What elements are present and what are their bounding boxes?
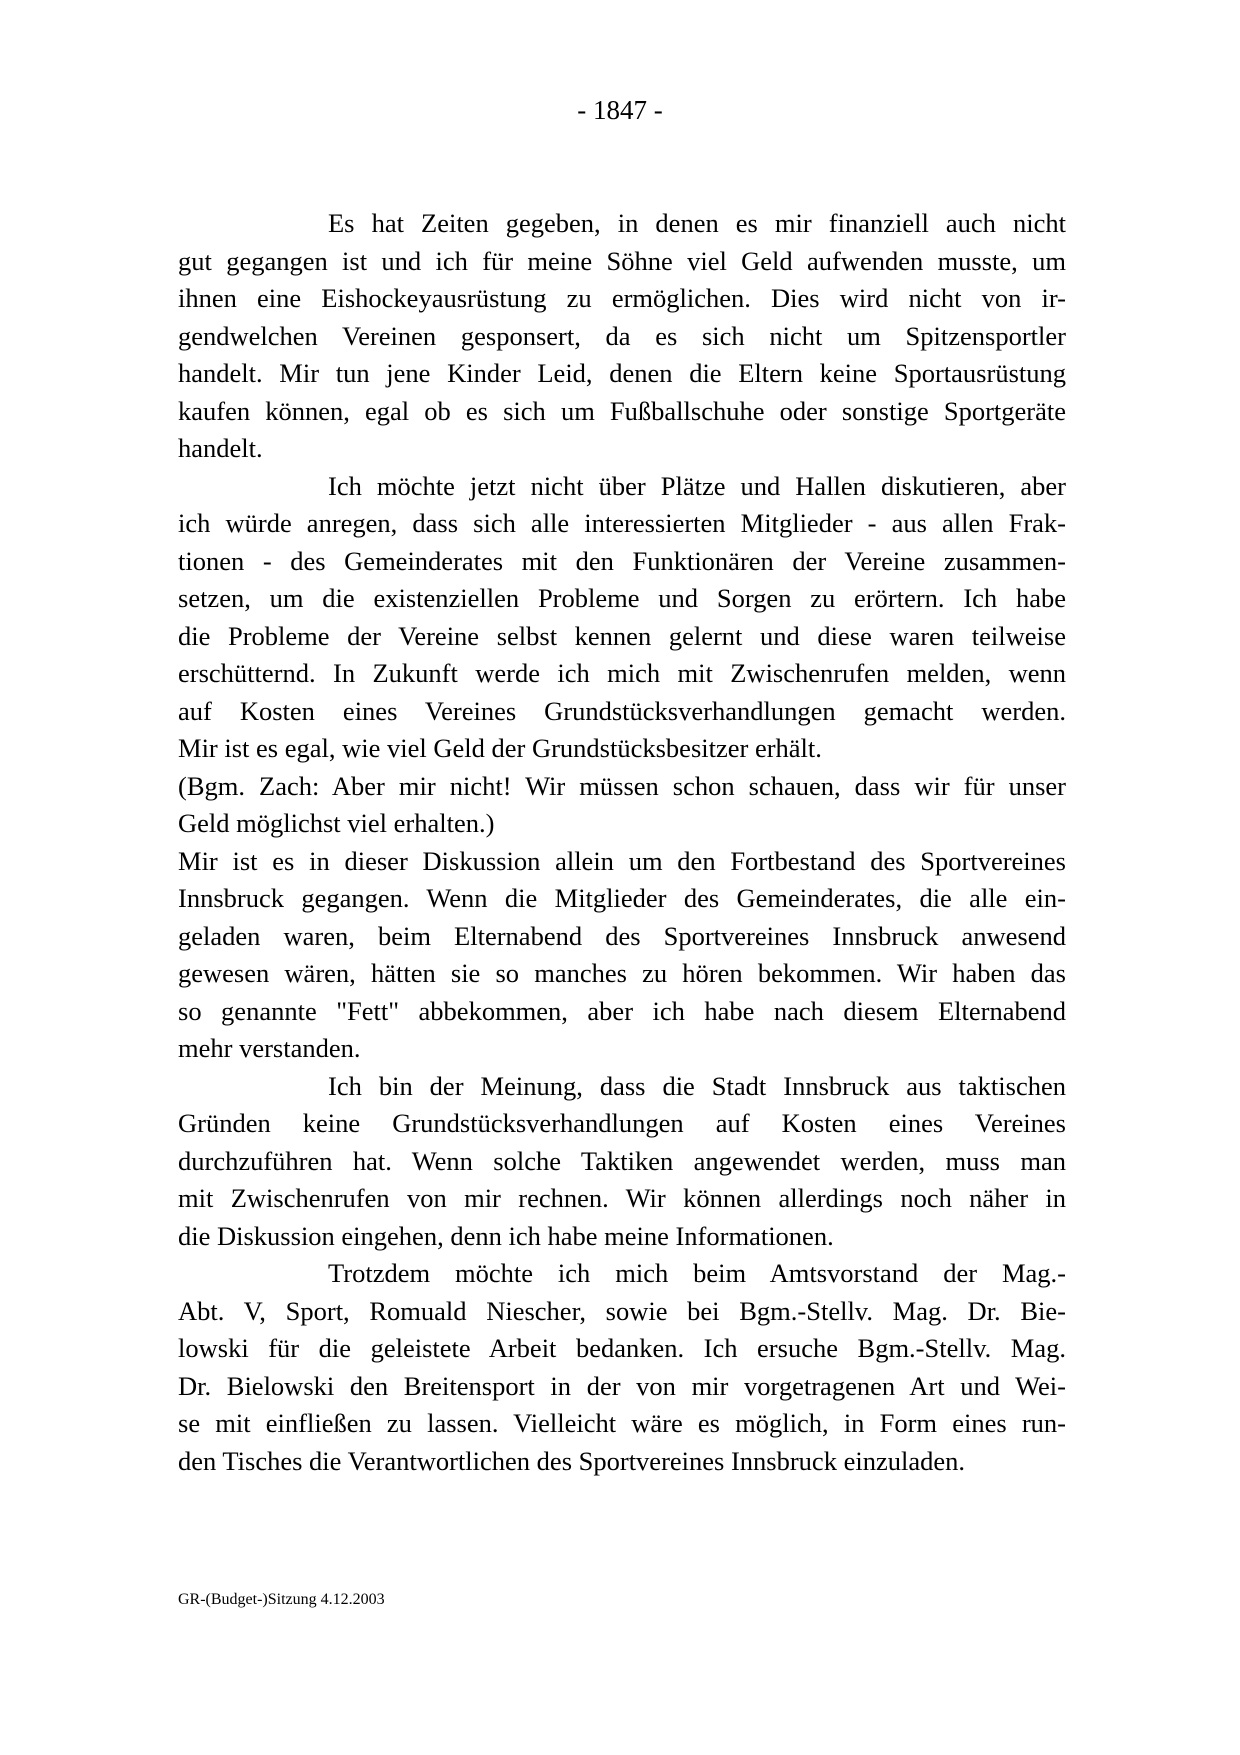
text-line: so genannte "Fett" abbekommen, aber ich habe nach diesem Elternabend <box>178 995 1066 1026</box>
text-line: geladen waren, beim Elternabend des Sportvereines Innsbruck anwesend <box>178 920 1066 951</box>
text-line: kaufen können, egal ob es sich um Fußballschuhe oder sonstige Sportgeräte <box>178 395 1066 426</box>
body-text <box>178 205 1066 1480</box>
text-line: auf Kosten eines Vereines Grundstücksverhandlungen gemacht werden. <box>178 695 1066 726</box>
text-line: se mit einfließen zu lassen. Vielleicht wäre es möglich, in Form eines run- <box>178 1408 1066 1438</box>
text-line: Es hat Zeiten gegeben, in denen es mir finanziell auch nicht <box>328 208 1066 238</box>
interjection <box>178 768 1066 843</box>
text-line: Ich möchte jetzt nicht über Plätze und Hallen diskutieren, aber <box>328 470 1066 501</box>
text-line: mehr verstanden. <box>178 1033 361 1063</box>
text-line: Innsbruck gegangen. Wenn die Mitglieder des Gemeinderates, die alle ein- <box>178 883 1066 913</box>
text-line: setzen, um die existenziellen Probleme und Sorgen zu erörtern. Ich habe <box>178 583 1066 613</box>
text-line: Mir ist es in dieser Diskussion allein um den Fortbestand des Sportvereines <box>178 845 1066 876</box>
text-line: (Bgm. Zach: Aber mir nicht! Wir müssen schon schauen, dass wir für unser <box>178 770 1066 801</box>
text-line: tionen - des Gemeinderates mit den Funktionären der Vereine zusammen- <box>178 545 1066 576</box>
paragraph-1 <box>178 205 1066 468</box>
text-line: Trotzdem möchte ich mich beim Amtsvorstand der Mag.- <box>328 1258 1066 1288</box>
paragraph-5 <box>178 1255 1066 1480</box>
text-line: den Tisches die Verantwortlichen des Sportvereines Innsbruck einzuladen. <box>178 1445 965 1476</box>
text-line: gendwelchen Vereinen gesponsert, da es sich nicht um Spitzensportler <box>178 320 1066 351</box>
text-line: gewesen wären, hätten sie so manches zu hören bekommen. Wir haben das <box>178 958 1066 988</box>
text-line: durchzuführen hat. Wenn solche Taktiken angewendet werden, muss man <box>178 1145 1066 1176</box>
paragraph-3 <box>178 843 1066 1068</box>
text-line: handelt. <box>178 433 263 463</box>
footer-session-label: GR-(Budget-)Sitzung 4.12.2003 <box>178 1591 385 1608</box>
paragraph-2 <box>178 468 1066 768</box>
text-line: Geld möglichst viel erhalten.) <box>178 808 495 838</box>
text-line: erschütternd. In Zukunft werde ich mich mit Zwischenrufen melden, wenn <box>178 658 1066 688</box>
page-number: - 1847 - <box>577 95 663 125</box>
text-line: lowski für die geleistete Arbeit bedanken. Ich ersuche Bgm.-Stellv. Mag. <box>178 1333 1066 1363</box>
text-line: die Probleme der Vereine selbst kennen gelernt und diese waren teilweise <box>178 620 1066 651</box>
text-line: ihnen eine Eishockeyausrüstung zu ermöglichen. Dies wird nicht von ir- <box>178 283 1066 313</box>
text-line: Dr. Bielowski den Breitensport in der von mir vorgetragenen Art und Wei- <box>178 1370 1066 1401</box>
text-line: gut gegangen ist und ich für meine Söhne viel Geld aufwenden musste, um <box>178 245 1066 276</box>
text-line: handelt. Mir tun jene Kinder Leid, denen die Eltern keine Sportausrüstung <box>178 358 1066 388</box>
text-line: Ich bin der Meinung, dass die Stadt Innsbruck aus taktischen <box>328 1070 1066 1101</box>
text-line: die Diskussion eingehen, denn ich habe meine Informationen. <box>178 1220 834 1251</box>
text-line: ich würde anregen, dass sich alle interessierten Mitglieder - aus allen Frak- <box>178 508 1066 538</box>
paragraph-4 <box>178 1068 1066 1256</box>
text-line: Abt. V, Sport, Romuald Niescher, sowie bei Bgm.-Stellv. Mag. Dr. Bie- <box>178 1295 1066 1326</box>
text-line: Gründen keine Grundstücksverhandlungen auf Kosten eines Vereines <box>178 1108 1066 1138</box>
text-line: Mir ist es egal, wie viel Geld der Grundstücksbesitzer erhält. <box>178 733 822 763</box>
text-line: mit Zwischenrufen von mir rechnen. Wir können allerdings noch näher in <box>178 1183 1066 1213</box>
